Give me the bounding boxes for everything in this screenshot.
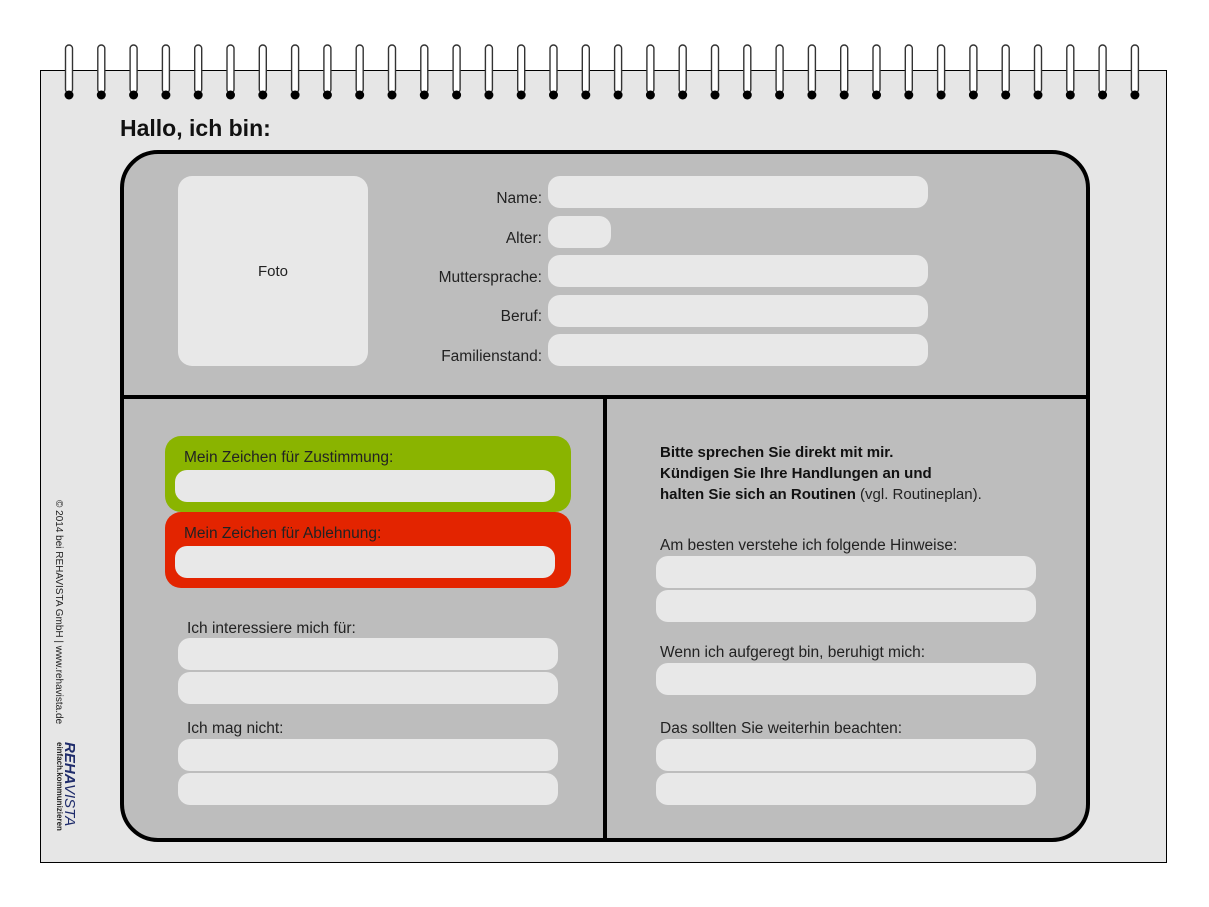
logo-vista: VISTA bbox=[61, 784, 78, 827]
binding-ring bbox=[711, 45, 720, 100]
binding-ring bbox=[743, 45, 752, 100]
occupation-field[interactable] bbox=[548, 295, 928, 327]
binding-ring bbox=[1001, 45, 1010, 100]
age-field[interactable] bbox=[548, 216, 611, 248]
calming-field[interactable] bbox=[656, 663, 1036, 695]
binding-ring bbox=[323, 45, 332, 100]
binding-ring bbox=[355, 45, 364, 100]
binding-ring bbox=[969, 45, 978, 100]
binding-ring bbox=[581, 45, 590, 100]
interests-field-2[interactable] bbox=[178, 672, 558, 704]
interests-field-1[interactable] bbox=[178, 638, 558, 670]
binding-ring bbox=[646, 45, 655, 100]
agreement-sign-label: Mein Zeichen für Zustimmung: bbox=[184, 449, 394, 466]
instruction-line-3-rest: (vgl. Routineplan). bbox=[855, 486, 982, 503]
instruction-line-3-bold: halten Sie sich an Routinen bbox=[660, 486, 856, 503]
refusal-sign-box bbox=[165, 512, 571, 588]
binding-ring bbox=[258, 45, 267, 100]
agreement-sign-box bbox=[165, 436, 571, 512]
refusal-sign-label: Mein Zeichen für Ablehnung: bbox=[184, 525, 382, 542]
instruction-line-2: Kündigen Sie Ihre Handlungen an und bbox=[660, 465, 932, 482]
binding-ring bbox=[937, 45, 946, 100]
hints-field-1[interactable] bbox=[656, 556, 1036, 588]
age-label: Alter: bbox=[505, 230, 542, 247]
binding-ring bbox=[194, 45, 203, 100]
logo-tagline: einfach.kommunizieren bbox=[55, 742, 64, 831]
binding-ring bbox=[1098, 45, 1107, 100]
notes-field-2[interactable] bbox=[656, 773, 1036, 805]
binding-ring bbox=[484, 45, 493, 100]
binding-ring bbox=[226, 45, 235, 100]
refusal-sign-field[interactable] bbox=[175, 546, 555, 578]
binding-ring bbox=[872, 45, 881, 100]
binding-ring bbox=[840, 45, 849, 100]
name-field[interactable] bbox=[548, 176, 928, 208]
hints-label: Am besten verstehe ich folgende Hinweise: bbox=[660, 537, 958, 554]
binding-ring bbox=[904, 45, 913, 100]
notes-label: Das sollten Sie weiterhin beachten: bbox=[660, 720, 903, 737]
logo-reha: REHA bbox=[61, 742, 78, 785]
binding-ring bbox=[65, 45, 74, 100]
hints-field-2[interactable] bbox=[656, 590, 1036, 622]
dislikes-field-1[interactable] bbox=[178, 739, 558, 771]
dislikes-field-2[interactable] bbox=[178, 773, 558, 805]
marital-status-field[interactable] bbox=[548, 334, 928, 366]
binding-ring bbox=[388, 45, 397, 100]
vertical-divider bbox=[603, 399, 607, 842]
binding-ring bbox=[517, 45, 526, 100]
binding-ring bbox=[775, 45, 784, 100]
copyright-text: © 2014 bei REHAVISTA GmbH | www.rehavista.de bbox=[53, 500, 64, 725]
binding-ring bbox=[1130, 45, 1139, 100]
binding-ring bbox=[549, 45, 558, 100]
binding-ring bbox=[1066, 45, 1075, 100]
binding-ring bbox=[129, 45, 138, 100]
calming-label: Wenn ich aufgeregt bin, beruhigt mich: bbox=[660, 644, 926, 661]
agreement-sign-field[interactable] bbox=[175, 470, 555, 502]
spiral-binding bbox=[0, 40, 1209, 105]
binding-ring bbox=[420, 45, 429, 100]
binding-ring bbox=[452, 45, 461, 100]
interests-label: Ich interessiere mich für: bbox=[187, 620, 356, 637]
marital-status-label: Familienstand: bbox=[441, 348, 542, 365]
binding-ring bbox=[97, 45, 106, 100]
binding-ring bbox=[161, 45, 170, 100]
footer bbox=[44, 500, 84, 860]
occupation-label: Beruf: bbox=[500, 308, 542, 325]
binding-ring bbox=[807, 45, 816, 100]
native-language-field[interactable] bbox=[548, 255, 928, 287]
binding-ring bbox=[614, 45, 623, 100]
photo-label: Foto bbox=[257, 262, 288, 280]
profile-card bbox=[120, 150, 1090, 842]
binding-ring bbox=[291, 45, 300, 100]
dislikes-label: Ich mag nicht: bbox=[187, 720, 284, 737]
instruction-line-3 bbox=[660, 486, 982, 503]
binding-ring bbox=[678, 45, 687, 100]
instruction-line-1: Bitte sprechen Sie direkt mit mir. bbox=[660, 444, 894, 461]
native-language-label: Muttersprache: bbox=[438, 269, 542, 286]
binding-ring bbox=[1034, 45, 1043, 100]
page-title: Hallo, ich bin: bbox=[120, 115, 271, 141]
notes-field-1[interactable] bbox=[656, 739, 1036, 771]
name-label: Name: bbox=[496, 190, 542, 207]
